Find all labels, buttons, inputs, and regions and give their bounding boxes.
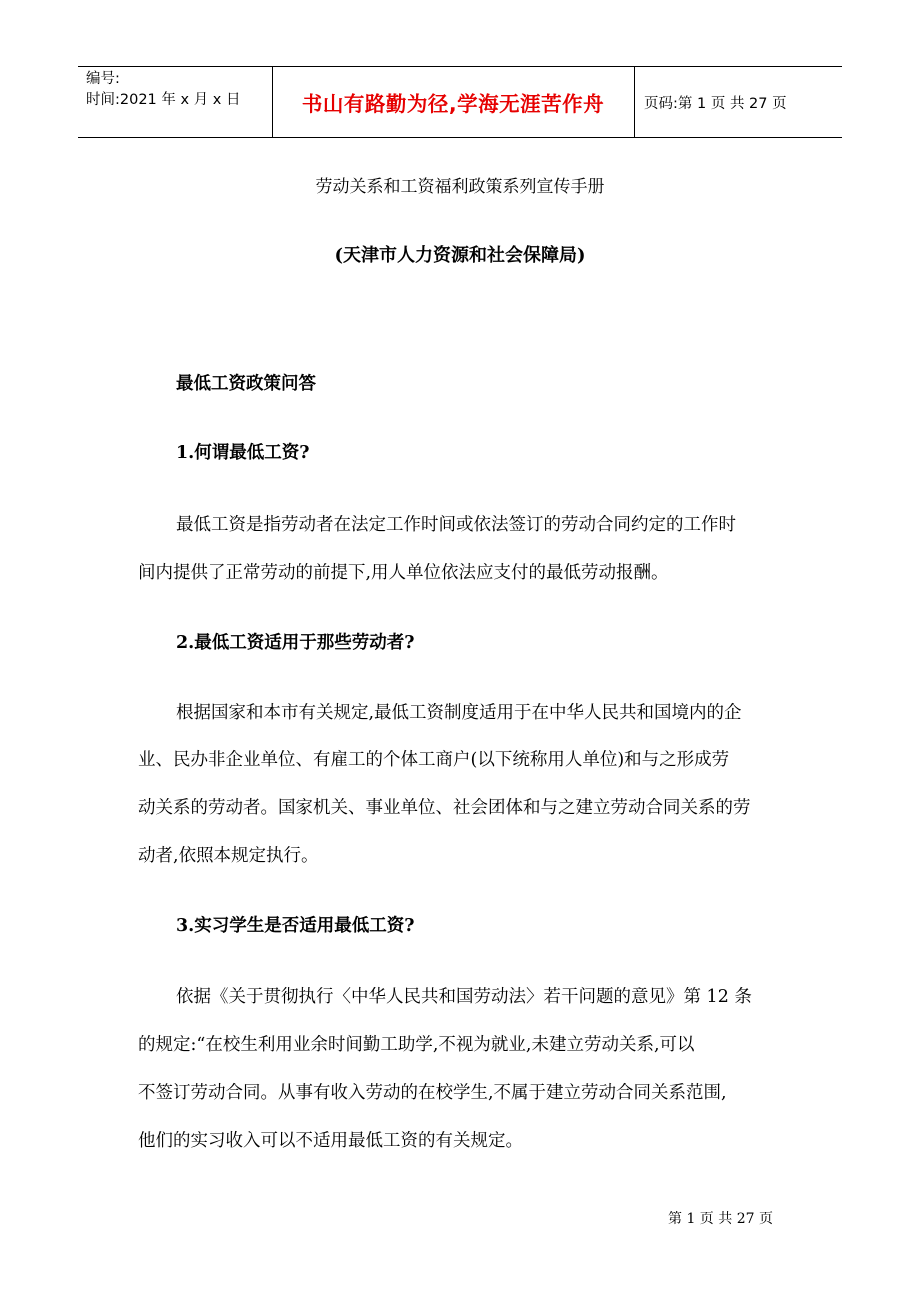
- document-time-label: 时间:2021 年 x 月 x 日: [86, 92, 241, 108]
- footer-page-number: 第 1 页 共 27 页: [668, 1211, 773, 1227]
- answer-1-line-1: 最低工资是指劳动者在法定工作时间或依法签订的劳动合同约定的工作时: [176, 515, 736, 535]
- document-subtitle: (天津市人力资源和社会保障局): [334, 245, 586, 266]
- answer-3-line-2: 的规定:“在校生利用业余时间勤工助学,不视为就业,未建立劳动关系,可以: [138, 1035, 695, 1055]
- answer-2-line-4: 动者,依照本规定执行。: [138, 846, 319, 866]
- header-page-info: 页码:第 1 页 共 27 页: [644, 95, 787, 112]
- document-title: 劳动关系和工资福利政策系列宣传手册: [315, 177, 605, 197]
- answer-2-line-2: 业、民办非企业单位、有雇工的个体工商户(以下统称用人单位)和与之形成劳: [138, 750, 730, 770]
- header-divider-right: [634, 67, 635, 137]
- question-3: 3.实习学生是否适用最低工资?: [176, 916, 415, 936]
- question-1: 1.何谓最低工资?: [176, 443, 310, 463]
- question-2: 2.最低工资适用于那些劳动者?: [176, 633, 415, 653]
- header-meta: [86, 69, 271, 111]
- answer-2-line-3: 动关系的劳动者。国家机关、事业单位、社会团体和与之建立劳动合同关系的劳: [138, 798, 751, 818]
- answer-3-line-1: 依据《关于贯彻执行〈中华人民共和国劳动法〉若干问题的意见》第 12 条: [176, 987, 752, 1007]
- answer-2-line-1: 根据国家和本市有关规定,最低工资制度适用于在中华人民共和国境内的企: [176, 703, 742, 723]
- answer-3-line-3: 不签订劳动合同。从事有收入劳动的在校学生,不属于建立劳动合同关系范围,: [138, 1083, 727, 1103]
- document-number-label: 编号:: [86, 71, 120, 87]
- header-divider-left: [272, 67, 273, 137]
- page-header: [78, 66, 842, 138]
- answer-3-line-4: 他们的实习收入可以不适用最低工资的有关规定。: [138, 1131, 523, 1151]
- answer-1-line-2: 间内提供了正常劳动的前提下,用人单位依法应支付的最低劳动报酬。: [138, 563, 669, 583]
- section-title: 最低工资政策问答: [176, 374, 316, 394]
- header-motto: 书山有路勤为径,学海无涯苦作舟: [301, 92, 605, 116]
